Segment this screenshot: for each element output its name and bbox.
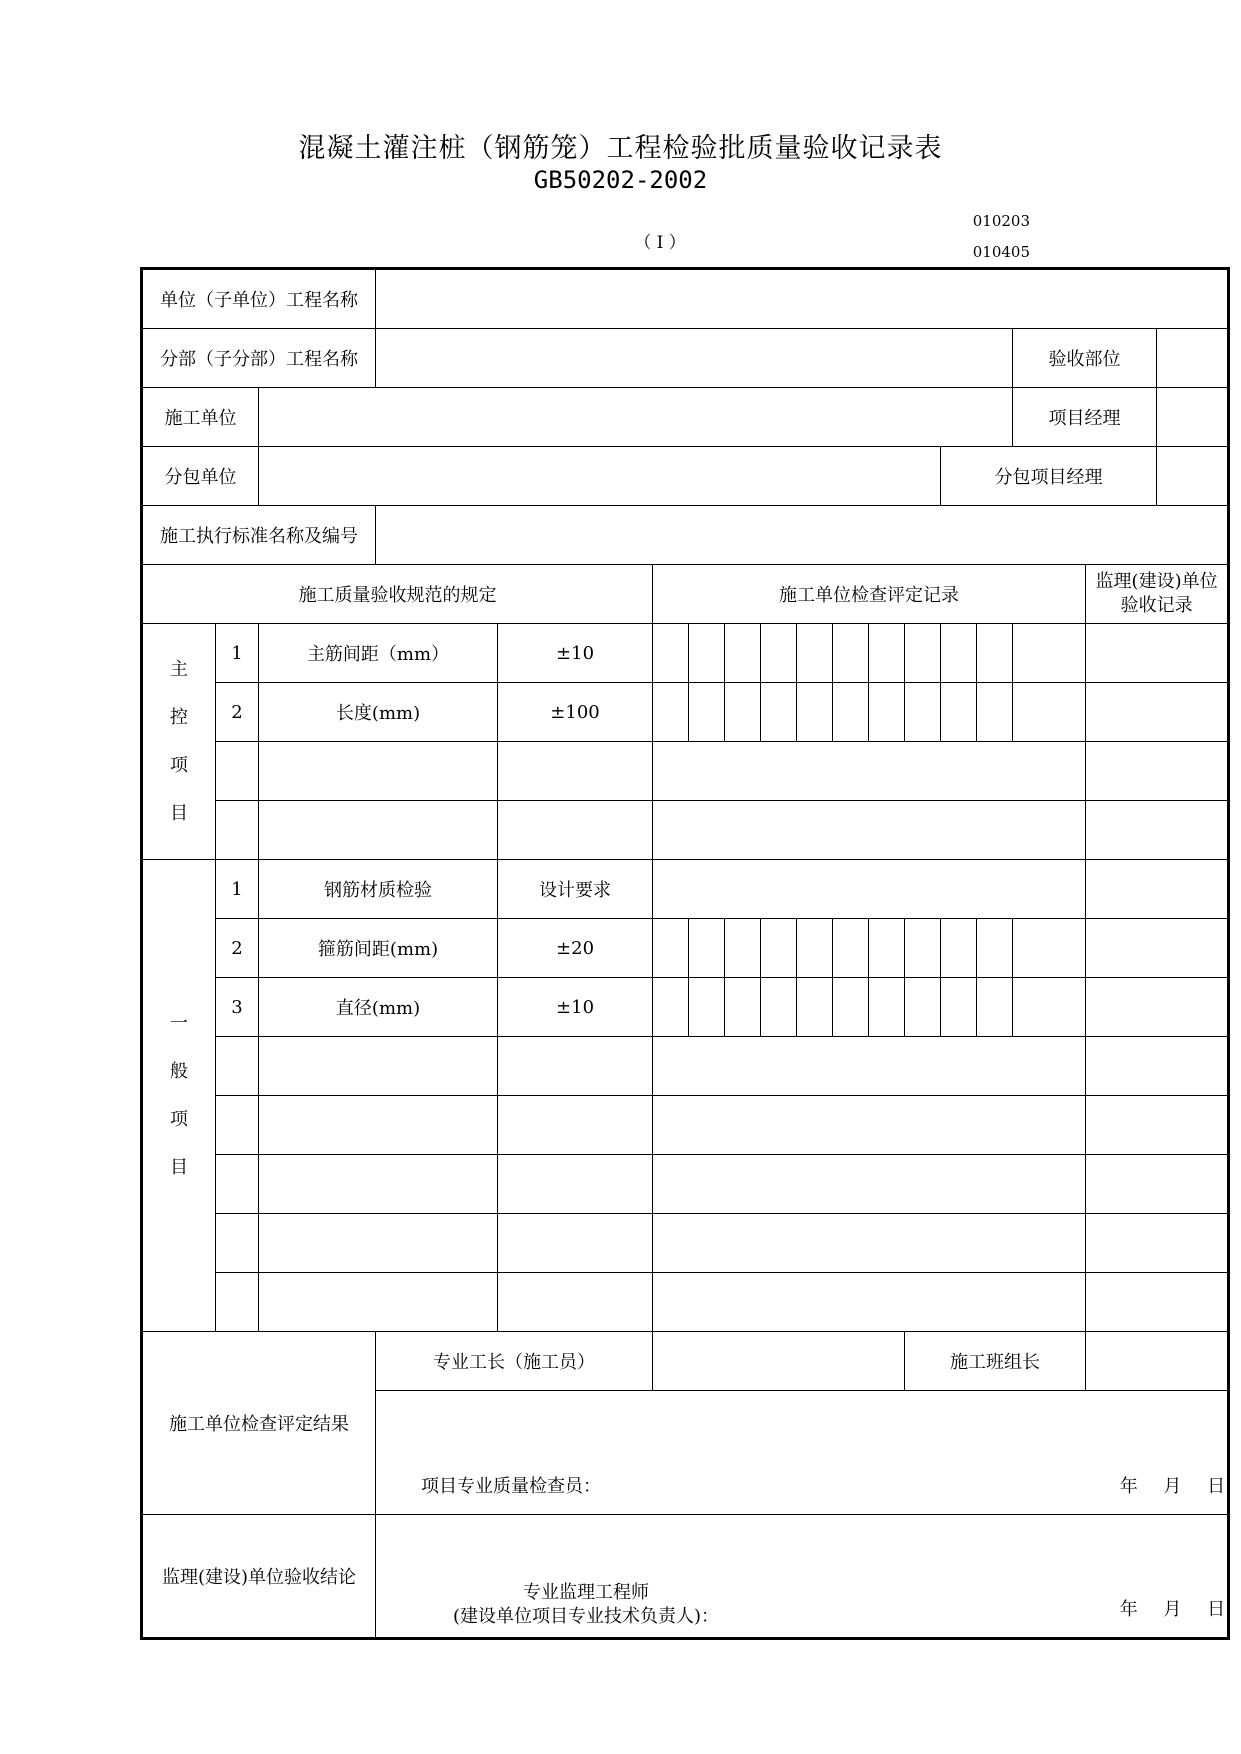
contractor-label: 施工单位 <box>142 388 259 447</box>
unit-project-field[interactable] <box>376 269 1229 329</box>
check-cell[interactable] <box>653 683 689 742</box>
general-empty-row <box>142 1096 1229 1155</box>
item-tolerance[interactable] <box>498 742 653 801</box>
check-cell[interactable] <box>761 978 797 1037</box>
date-year: 年 <box>1119 1599 1138 1620</box>
record-cell[interactable] <box>653 1273 1086 1332</box>
item-number <box>216 1273 259 1332</box>
check-cell[interactable] <box>1013 683 1086 742</box>
item-number: 2 <box>216 683 259 742</box>
record-cell[interactable] <box>653 1214 1086 1273</box>
foreman-field[interactable] <box>653 1332 905 1391</box>
general-item-1 <box>142 860 1229 919</box>
engineer-label <box>436 1581 736 1629</box>
item-number: 1 <box>216 860 259 919</box>
team-leader-field[interactable] <box>1086 1332 1229 1391</box>
row-standard <box>142 506 1229 565</box>
item-tolerance[interactable] <box>498 1037 653 1096</box>
date-day: 日 <box>1207 1475 1226 1497</box>
supervisor-record-cell[interactable] <box>1086 624 1229 683</box>
main-control-char: 项 <box>170 754 188 776</box>
record-cell[interactable] <box>653 1096 1086 1155</box>
item-name[interactable] <box>259 1096 498 1155</box>
check-cell[interactable] <box>725 624 761 683</box>
inspector-signature-area[interactable] <box>376 1391 1229 1515</box>
supervisor-record-header <box>1086 565 1229 624</box>
main-control-char: 主 <box>170 658 188 680</box>
contractor-field[interactable] <box>259 388 1013 447</box>
general-item-3 <box>142 978 1229 1037</box>
check-cell[interactable] <box>1013 978 1086 1037</box>
item-name: 长度(mm) <box>259 683 498 742</box>
item-tolerance: ±10 <box>498 978 653 1037</box>
date-year: 年 <box>1119 1475 1138 1497</box>
supervisor-record-cell[interactable] <box>1086 1155 1229 1214</box>
check-cell[interactable] <box>833 978 869 1037</box>
supervisor-record-cell[interactable] <box>1086 683 1229 742</box>
main-control-item-2 <box>142 683 1229 742</box>
general-empty-row <box>142 1155 1229 1214</box>
item-tolerance[interactable] <box>498 1273 653 1332</box>
item-tolerance: ±10 <box>498 624 653 683</box>
check-cell[interactable] <box>905 919 941 978</box>
subcontractor-label: 分包单位 <box>142 447 259 506</box>
check-cell[interactable] <box>941 978 977 1037</box>
main-control-empty-row <box>142 801 1229 860</box>
general-char: 目 <box>170 1156 188 1178</box>
check-cell[interactable] <box>689 978 725 1037</box>
inspector-label: 项目专业质量检查员： <box>421 1475 602 1497</box>
check-cell[interactable] <box>977 919 1013 978</box>
acceptance-part-label: 验收部位 <box>1013 329 1157 388</box>
supervisor-record-cell[interactable] <box>1086 801 1229 860</box>
check-cell[interactable] <box>725 683 761 742</box>
row-sub-project <box>142 329 1229 388</box>
record-cell[interactable] <box>653 1037 1086 1096</box>
check-cell[interactable] <box>941 624 977 683</box>
item-name[interactable] <box>259 1155 498 1214</box>
item-number: 2 <box>216 919 259 978</box>
engineer-line1: 专业监理工程师 <box>523 1582 650 1603</box>
sub-project-field[interactable] <box>376 329 1013 388</box>
spec-header: 施工质量验收规范的规定 <box>142 565 653 624</box>
check-cell[interactable] <box>905 683 941 742</box>
item-tolerance: ±20 <box>498 919 653 978</box>
check-cell[interactable] <box>653 919 689 978</box>
engineer-line2: (建设单位项目专业技术负责人)： <box>453 1606 720 1627</box>
item-number <box>216 801 259 860</box>
supervisor-record-cell[interactable] <box>1086 1273 1229 1332</box>
item-number: 1 <box>216 624 259 683</box>
result-label: 施工单位检查评定结果 <box>142 1332 376 1515</box>
general-item-2 <box>142 919 1229 978</box>
check-cell[interactable] <box>833 919 869 978</box>
item-tolerance[interactable] <box>498 1096 653 1155</box>
subcontractor-field[interactable] <box>259 447 941 506</box>
check-cell[interactable] <box>977 624 1013 683</box>
check-cell[interactable] <box>689 624 725 683</box>
check-cell[interactable] <box>941 683 977 742</box>
supervisor-record-cell[interactable] <box>1086 919 1229 978</box>
check-cell[interactable] <box>977 978 1013 1037</box>
check-cell[interactable] <box>725 978 761 1037</box>
standard-number: GB50202-2002 <box>533 166 708 194</box>
result-date <box>1100 1472 1225 1498</box>
check-cell[interactable] <box>797 683 833 742</box>
result-row-top <box>142 1332 1229 1391</box>
check-cell[interactable] <box>797 624 833 683</box>
supervisor-record-cell[interactable] <box>1086 742 1229 801</box>
check-cell[interactable] <box>761 683 797 742</box>
item-name[interactable] <box>259 1273 498 1332</box>
record-cell[interactable] <box>653 742 1086 801</box>
general-empty-row <box>142 1273 1229 1332</box>
check-cell[interactable] <box>905 978 941 1037</box>
record-cell[interactable] <box>653 860 1086 919</box>
supervisor-record-cell[interactable] <box>1086 978 1229 1037</box>
check-cell[interactable] <box>869 919 905 978</box>
date-day: 日 <box>1207 1599 1226 1620</box>
check-cell[interactable] <box>1013 919 1086 978</box>
item-name[interactable] <box>259 1214 498 1273</box>
main-control-char: 目 <box>170 802 188 824</box>
row-unit-project <box>142 269 1229 329</box>
foreman-label: 专业工长（施工员） <box>376 1332 653 1391</box>
general-char: 一 <box>170 1012 188 1034</box>
supervisor-record-cell[interactable] <box>1086 860 1229 919</box>
check-cell[interactable] <box>905 624 941 683</box>
contractor-record-header: 施工单位检查评定记录 <box>653 565 1086 624</box>
check-cell[interactable] <box>797 919 833 978</box>
conclusion-row <box>142 1515 1229 1639</box>
item-number <box>216 1155 259 1214</box>
supervisor-header-line1: 监理(建设)单位 <box>1095 571 1218 592</box>
main-control-item-1 <box>142 624 1229 683</box>
conclusion-date <box>1100 1595 1225 1621</box>
check-cell[interactable] <box>653 978 689 1037</box>
check-cell[interactable] <box>869 624 905 683</box>
standard-label: 施工执行标准名称及编号 <box>142 506 376 565</box>
project-manager-label: 项目经理 <box>1013 388 1157 447</box>
check-cell[interactable] <box>833 624 869 683</box>
check-cell[interactable] <box>941 919 977 978</box>
check-cell[interactable] <box>833 683 869 742</box>
acceptance-part-field[interactable] <box>1157 329 1229 388</box>
item-name[interactable] <box>259 742 498 801</box>
check-cell[interactable] <box>689 683 725 742</box>
supervisor-header-line2: 验收记录 <box>1120 595 1193 616</box>
item-number <box>216 1037 259 1096</box>
record-cell[interactable] <box>653 801 1086 860</box>
project-manager-field[interactable] <box>1157 388 1229 447</box>
item-name: 直径(mm) <box>259 978 498 1037</box>
form-title: 混凝土灌注桩（钢筋笼）工程检验批质量验收记录表 <box>298 133 943 164</box>
item-tolerance[interactable] <box>498 1214 653 1273</box>
item-tolerance[interactable] <box>498 1155 653 1214</box>
row-contractor <box>142 388 1229 447</box>
main-control-empty-row <box>142 742 1229 801</box>
item-name[interactable] <box>259 801 498 860</box>
item-name: 主筋间距（mm） <box>259 624 498 683</box>
engineer-signature-area[interactable] <box>376 1515 1229 1639</box>
supervisor-record-cell[interactable] <box>1086 1037 1229 1096</box>
check-cell[interactable] <box>725 919 761 978</box>
check-cell[interactable] <box>797 978 833 1037</box>
check-cell[interactable] <box>689 919 725 978</box>
item-tolerance: ±100 <box>498 683 653 742</box>
form-code-1: 010203 <box>972 212 1030 230</box>
main-control-char: 控 <box>170 706 188 728</box>
record-cell[interactable] <box>653 1155 1086 1214</box>
general-label <box>142 860 216 1332</box>
item-tolerance[interactable] <box>498 801 653 860</box>
supervisor-record-cell[interactable] <box>1086 1214 1229 1273</box>
check-cell[interactable] <box>653 624 689 683</box>
check-cell[interactable] <box>977 683 1013 742</box>
roman-numeral: （ I ） <box>634 233 686 253</box>
sub-project-manager-label: 分包项目经理 <box>941 447 1157 506</box>
date-month: 月 <box>1163 1475 1182 1497</box>
general-char: 般 <box>170 1060 188 1082</box>
row-subcontractor <box>142 447 1229 506</box>
general-empty-row <box>142 1214 1229 1273</box>
item-name[interactable] <box>259 1037 498 1096</box>
item-number <box>216 1214 259 1273</box>
form-code-2: 010405 <box>972 243 1030 261</box>
check-cell[interactable] <box>761 624 797 683</box>
general-empty-row <box>142 1037 1229 1096</box>
check-cell[interactable] <box>761 919 797 978</box>
supervisor-record-cell[interactable] <box>1086 1096 1229 1155</box>
date-month: 月 <box>1163 1599 1182 1620</box>
standard-field[interactable] <box>376 506 1229 565</box>
sub-project-manager-field[interactable] <box>1157 447 1229 506</box>
item-number: 3 <box>216 978 259 1037</box>
row-column-headers <box>142 565 1229 624</box>
conclusion-label: 监理(建设)单位验收结论 <box>142 1515 376 1639</box>
item-name: 钢筋材质检验 <box>259 860 498 919</box>
acceptance-record-table <box>140 267 1230 1640</box>
check-cell[interactable] <box>869 683 905 742</box>
item-number <box>216 742 259 801</box>
check-cell[interactable] <box>1013 624 1086 683</box>
main-control-label <box>142 624 216 860</box>
item-tolerance: 设计要求 <box>498 860 653 919</box>
team-leader-label: 施工班组长 <box>905 1332 1086 1391</box>
general-char: 项 <box>170 1108 188 1130</box>
item-number <box>216 1096 259 1155</box>
check-cell[interactable] <box>869 978 905 1037</box>
item-name: 箍筋间距(mm) <box>259 919 498 978</box>
unit-project-label: 单位（子单位）工程名称 <box>142 269 376 329</box>
sub-project-label: 分部（子分部）工程名称 <box>142 329 376 388</box>
